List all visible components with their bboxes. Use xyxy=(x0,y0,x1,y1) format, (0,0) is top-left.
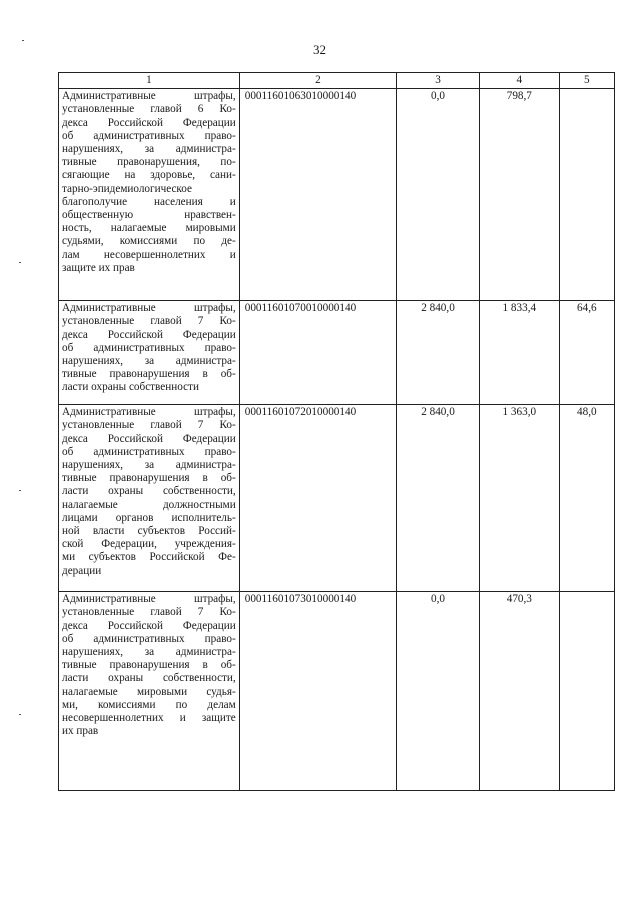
value-col3: 0,0 xyxy=(397,592,480,791)
description-line: установленные главой 6 Ко- xyxy=(62,103,236,116)
description-line: ной власти субъектов Россий- xyxy=(62,525,236,538)
description-line: Административные штрафы, xyxy=(62,593,236,606)
description-line: лам несовершеннолетних и xyxy=(62,248,236,261)
value-col3: 2 840,0 xyxy=(397,405,480,592)
description-line: Административные штрафы, xyxy=(62,302,236,315)
column-header: 4 xyxy=(479,73,559,89)
description-line: ность, налагаемые мировыми xyxy=(62,222,236,235)
table-row xyxy=(59,405,615,592)
description-line: об административных право- xyxy=(62,632,236,645)
table-row xyxy=(59,301,615,405)
description-line: ми субъектов Российской Фе- xyxy=(62,551,236,564)
description-line: ской Федерации, учреждения- xyxy=(62,538,236,551)
description-line: благополучие населения и xyxy=(62,195,236,208)
description-line: тивные правонарушения в об- xyxy=(62,659,236,672)
description-line: ласти охраны собственности, xyxy=(62,672,236,685)
scan-mark xyxy=(19,714,21,715)
classification-code: 00011601070010000140 xyxy=(239,301,396,405)
description-line: ласти охраны собственности, xyxy=(62,485,236,498)
description-line: налагаемые должностными xyxy=(62,498,236,511)
value-col4: 1 363,0 xyxy=(479,405,559,592)
description-line: об административных право- xyxy=(62,341,236,354)
description-line: лицами органов исполнитель- xyxy=(62,511,236,524)
column-header: 1 xyxy=(59,73,240,89)
row-description xyxy=(59,592,240,791)
description-line: Административные штрафы, xyxy=(62,90,236,103)
table-body xyxy=(59,89,615,791)
description-line: дерации xyxy=(62,564,102,577)
value-col4: 470,3 xyxy=(479,592,559,791)
value-col4: 798,7 xyxy=(479,89,559,301)
description-line: сягающие на здоровье, сани- xyxy=(62,169,236,182)
row-description xyxy=(59,301,240,405)
value-col3: 0,0 xyxy=(397,89,480,301)
description-line: тивные правонарушения в об- xyxy=(62,472,236,485)
description-line: Административные штрафы, xyxy=(62,406,236,419)
value-col5 xyxy=(559,592,614,791)
column-header: 5 xyxy=(559,73,614,89)
description-line: судьями, комиссиями по де- xyxy=(62,235,236,248)
description-line: ми, комиссиями по делам xyxy=(62,698,236,711)
table-row xyxy=(59,89,615,301)
description-line: установленные главой 7 Ко- xyxy=(62,419,236,432)
description-line: налагаемые мировыми судья- xyxy=(62,685,236,698)
value-col5: 64,6 xyxy=(559,301,614,405)
row-description xyxy=(59,405,240,592)
classification-code: 00011601073010000140 xyxy=(239,592,396,791)
value-col4: 1 833,4 xyxy=(479,301,559,405)
column-header: 2 xyxy=(239,73,396,89)
description-line: нарушениях, за администра- xyxy=(62,143,236,156)
description-line: декса Российской Федерации xyxy=(62,432,236,445)
description-line: об административных право- xyxy=(62,445,236,458)
description-line: тивные правонарушения в об- xyxy=(62,368,236,381)
scan-mark xyxy=(22,40,24,41)
description-line: установленные главой 7 Ко- xyxy=(62,315,236,328)
description-line: тарно-эпидемиологическое xyxy=(62,182,192,195)
table-row xyxy=(59,592,615,791)
description-line: нарушениях, за администра- xyxy=(62,355,236,368)
classification-code: 00011601063010000140 xyxy=(239,89,396,301)
description-line: об административных право- xyxy=(62,129,236,142)
page-number: 32 xyxy=(313,42,326,57)
description-line: их прав xyxy=(62,725,99,738)
column-header: 3 xyxy=(397,73,480,89)
description-line: установленные главой 7 Ко- xyxy=(62,606,236,619)
scan-mark xyxy=(19,490,21,491)
classification-code: 00011601072010000140 xyxy=(239,405,396,592)
value-col3: 2 840,0 xyxy=(397,301,480,405)
row-description xyxy=(59,89,240,301)
table-header-row xyxy=(59,73,615,89)
description-line: нарушениях, за администра- xyxy=(62,646,236,659)
description-line: несовершеннолетних и защите xyxy=(62,712,236,725)
description-line: декса Российской Федерации xyxy=(62,116,236,129)
description-line: тивные правонарушения, по- xyxy=(62,156,236,169)
description-line: нарушениях, за администра- xyxy=(62,459,236,472)
scan-mark xyxy=(19,262,21,263)
fines-table xyxy=(58,72,615,791)
description-line: общественную нравствен- xyxy=(62,209,236,222)
value-col5 xyxy=(559,89,614,301)
description-line: защите их прав xyxy=(62,261,135,274)
description-line: ласти охраны собственности xyxy=(62,381,199,394)
value-col5: 48,0 xyxy=(559,405,614,592)
description-line: декса Российской Федерации xyxy=(62,328,236,341)
description-line: декса Российской Федерации xyxy=(62,619,236,632)
